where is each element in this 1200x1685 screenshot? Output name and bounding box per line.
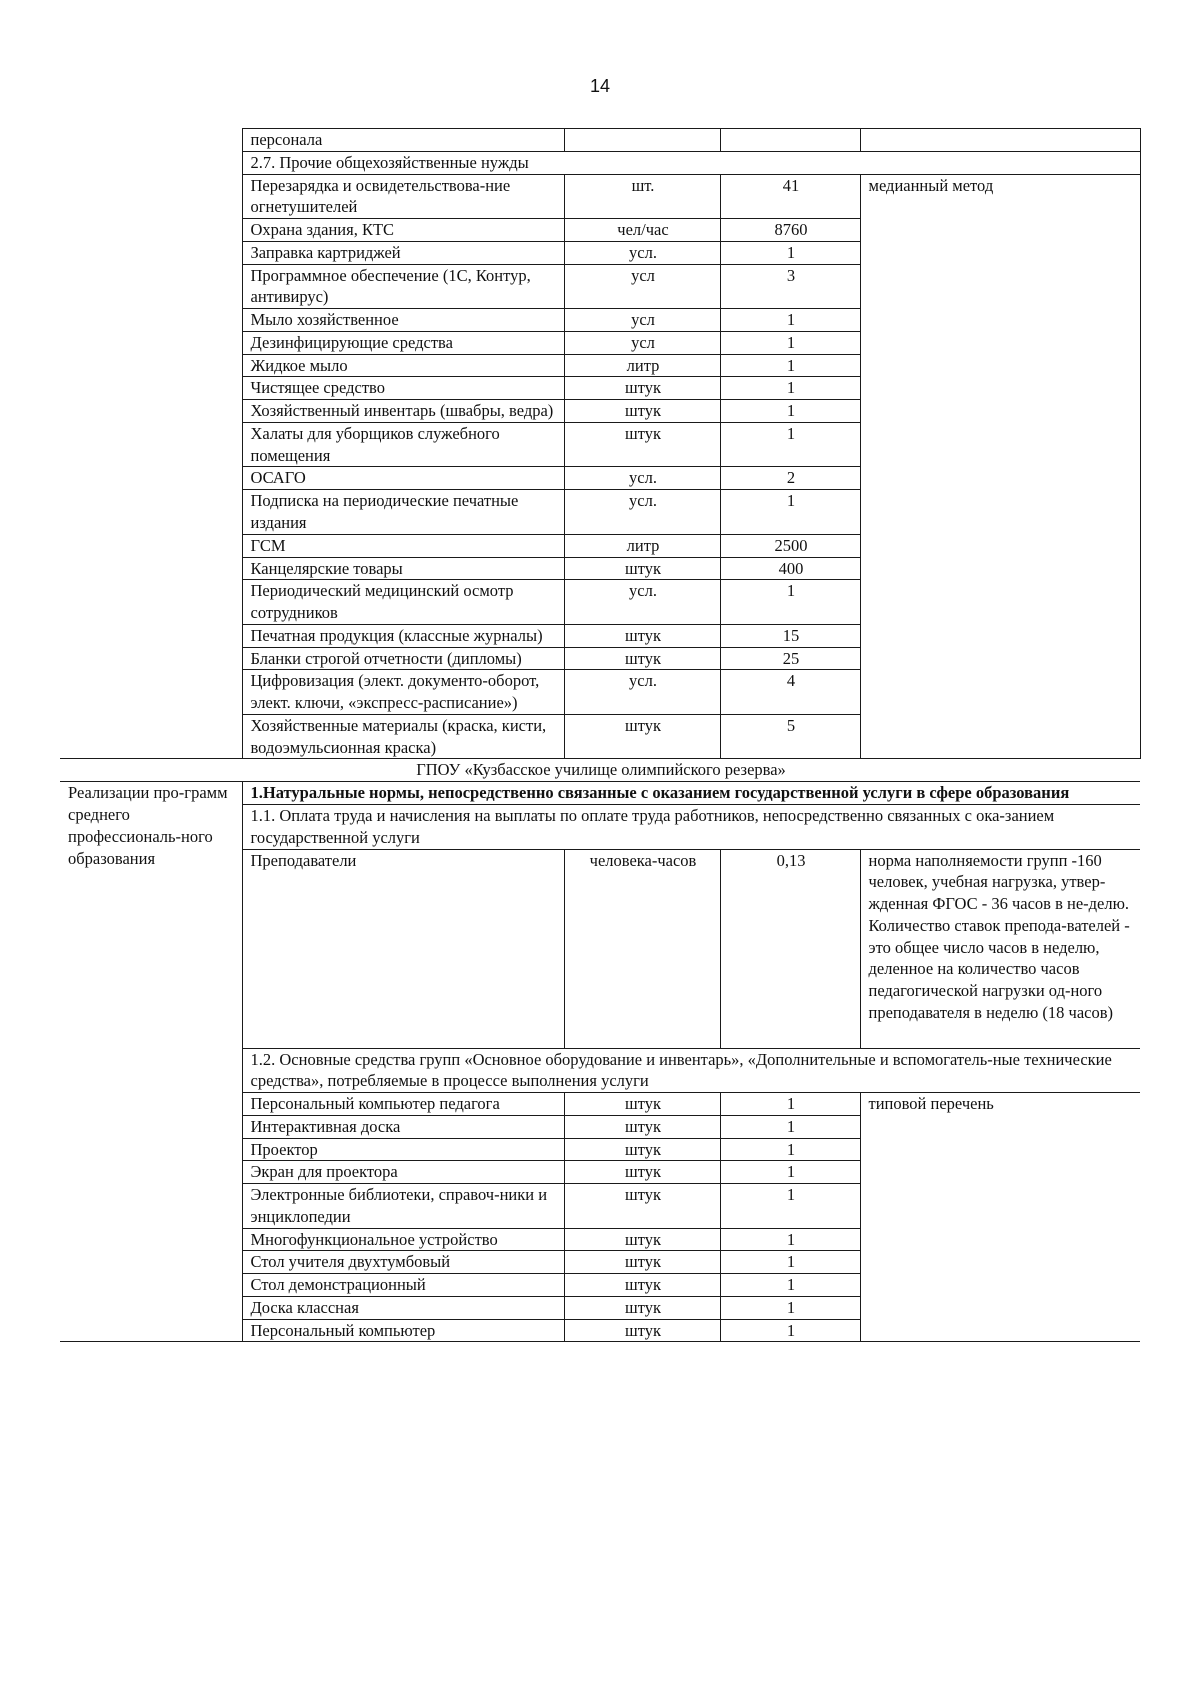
item-qty: 1 [720, 1274, 860, 1297]
item-unit: штук [564, 1274, 720, 1297]
item-qty: 1 [720, 1228, 860, 1251]
item-unit: штук [564, 647, 720, 670]
item-name: Доска классная [242, 1296, 564, 1319]
item-qty: 3 [720, 264, 860, 309]
item-name: Стол учителя двухтумбовый [242, 1251, 564, 1274]
item-qty [720, 129, 860, 152]
item-unit: штук [564, 422, 720, 467]
section-heading: 2.7. Прочие общехозяйственные нужды [242, 151, 1140, 174]
item-name: Чистящее средство [242, 377, 564, 400]
item-name: Перезарядка и освидетельствова-ние огнетушителей [242, 174, 564, 219]
item-unit: штук [564, 1184, 720, 1229]
item-unit: штук [564, 1138, 720, 1161]
item-qty: 1 [720, 241, 860, 264]
item-qty: 400 [720, 557, 860, 580]
item-qty: 1 [720, 1093, 860, 1116]
item-name: Бланки строгой отчетности (дипломы) [242, 647, 564, 670]
item-name: Халаты для уборщиков служебного помещения [242, 422, 564, 467]
item-qty: 2 [720, 467, 860, 490]
table-row [60, 759, 1140, 782]
page-number: 14 [589, 76, 611, 96]
subsection-heading: 1.1. Оплата труда и начисления на выплаты по оплате труда работников, непосредственно связанных с ока-занием государственной услуги [242, 804, 1140, 849]
item-qty: 1 [720, 309, 860, 332]
item-unit: усл [564, 264, 720, 309]
item-name: Мыло хозяйственное [242, 309, 564, 332]
item-name: Персональный компьютер педагога [242, 1093, 564, 1116]
item-name: Электронные библиотеки, справоч-ники и энциклопедии [242, 1184, 564, 1229]
item-unit: чел/час [564, 219, 720, 242]
norms-heading: 1.Натуральные нормы, непосредственно связанные с оказанием государственной услуги в сфере образования [242, 782, 1140, 805]
item-unit: усл. [564, 490, 720, 535]
item-qty: 1 [720, 400, 860, 423]
org-title: ГПОУ «Кузбасское училище олимпийского резерва» [60, 759, 1140, 782]
item-qty: 1 [720, 1296, 860, 1319]
item-name: персонала [242, 129, 564, 152]
item-unit: литр [564, 534, 720, 557]
item-name: Дезинфицирующие средства [242, 331, 564, 354]
item-unit: усл [564, 309, 720, 332]
item-qty: 1 [720, 490, 860, 535]
method-cell: типовой перечень [860, 1093, 1140, 1342]
norms-table [60, 128, 1141, 1342]
item-unit: шт. [564, 174, 720, 219]
item-qty: 1 [720, 1115, 860, 1138]
item-unit: штук [564, 714, 720, 759]
item-name: Стол демонстрационный [242, 1274, 564, 1297]
item-unit: усл [564, 331, 720, 354]
item-qty: 1 [720, 1161, 860, 1184]
item-name: Охрана здания, КТС [242, 219, 564, 242]
table-row [60, 129, 1140, 152]
item-unit: штук [564, 1228, 720, 1251]
item-qty: 5 [720, 714, 860, 759]
item-qty: 0,13 [720, 849, 860, 1048]
item-qty: 1 [720, 1138, 860, 1161]
item-name: Жидкое мыло [242, 354, 564, 377]
item-qty: 8760 [720, 219, 860, 242]
item-unit: усл. [564, 670, 720, 715]
item-unit: штук [564, 1115, 720, 1138]
item-qty: 1 [720, 1184, 860, 1229]
item-unit: штук [564, 1093, 720, 1116]
item-unit: штук [564, 400, 720, 423]
item-unit: штук [564, 1161, 720, 1184]
item-qty: 41 [720, 174, 860, 219]
item-name: Интерактивная доска [242, 1115, 564, 1138]
item-qty: 1 [720, 1251, 860, 1274]
item-unit: штук [564, 1319, 720, 1342]
item-qty: 1 [720, 580, 860, 625]
item-name: Программное обеспечение (1С, Контур, антивирус) [242, 264, 564, 309]
item-name: Периодический медицинский осмотр сотрудников [242, 580, 564, 625]
item-name: Персональный компьютер [242, 1319, 564, 1342]
item-qty: 15 [720, 624, 860, 647]
item-unit: штук [564, 624, 720, 647]
method-cell: медианный метод [860, 174, 1140, 759]
item-name: Хозяйственные материалы (краска, кисти, водоэмульсионная краска) [242, 714, 564, 759]
item-name: Экран для проектора [242, 1161, 564, 1184]
item-name: Хозяйственный инвентарь (швабры, ведра) [242, 400, 564, 423]
item-name: Проектор [242, 1138, 564, 1161]
item-unit: человека-часов [564, 849, 720, 1048]
item-name: Цифровизация (элект. документо-оборот, элект. ключи, «экспресс-расписание») [242, 670, 564, 715]
method-note: норма наполняемости групп -160 человек, учебная нагрузка, утвер-жденная ФГОС - 36 часов в не-делю. Количество ставок препода-вателей - это общее число часов в неделю, деленное на количество часов педагогической нагрузки од-ного преподавателя в неделю (18 часов) [860, 849, 1140, 1048]
item-unit: штук [564, 1296, 720, 1319]
item-qty: 2500 [720, 534, 860, 557]
item-name: ГСМ [242, 534, 564, 557]
method-cell-empty [860, 129, 1140, 152]
item-qty: 1 [720, 1319, 860, 1342]
item-unit: усл. [564, 467, 720, 490]
item-qty: 1 [720, 422, 860, 467]
item-qty: 1 [720, 354, 860, 377]
item-name: Печатная продукция (классные журналы) [242, 624, 564, 647]
item-unit: усл. [564, 580, 720, 625]
item-unit: штук [564, 1251, 720, 1274]
service-name-cell: Реализации про-грамм среднего профессиональ-ного образования [60, 782, 242, 1342]
item-name: Канцелярские товары [242, 557, 564, 580]
item-unit: усл. [564, 241, 720, 264]
item-qty: 25 [720, 647, 860, 670]
service-cell-empty [60, 129, 242, 759]
item-name: ОСАГО [242, 467, 564, 490]
item-name: Преподаватели [242, 849, 564, 1048]
item-qty: 1 [720, 377, 860, 400]
item-unit: литр [564, 354, 720, 377]
item-name: Заправка картриджей [242, 241, 564, 264]
item-name: Многофункциональное устройство [242, 1228, 564, 1251]
item-unit [564, 129, 720, 152]
item-qty: 1 [720, 331, 860, 354]
item-name: Подписка на периодические печатные издания [242, 490, 564, 535]
subsection-heading: 1.2. Основные средства групп «Основное оборудование и инвентарь», «Дополнительные и вспомогатель-ные технические средства», потребляемые в процессе выполнения услуги [242, 1048, 1140, 1093]
item-unit: штук [564, 377, 720, 400]
item-qty: 4 [720, 670, 860, 715]
table-row [60, 782, 1140, 805]
item-unit: штук [564, 557, 720, 580]
